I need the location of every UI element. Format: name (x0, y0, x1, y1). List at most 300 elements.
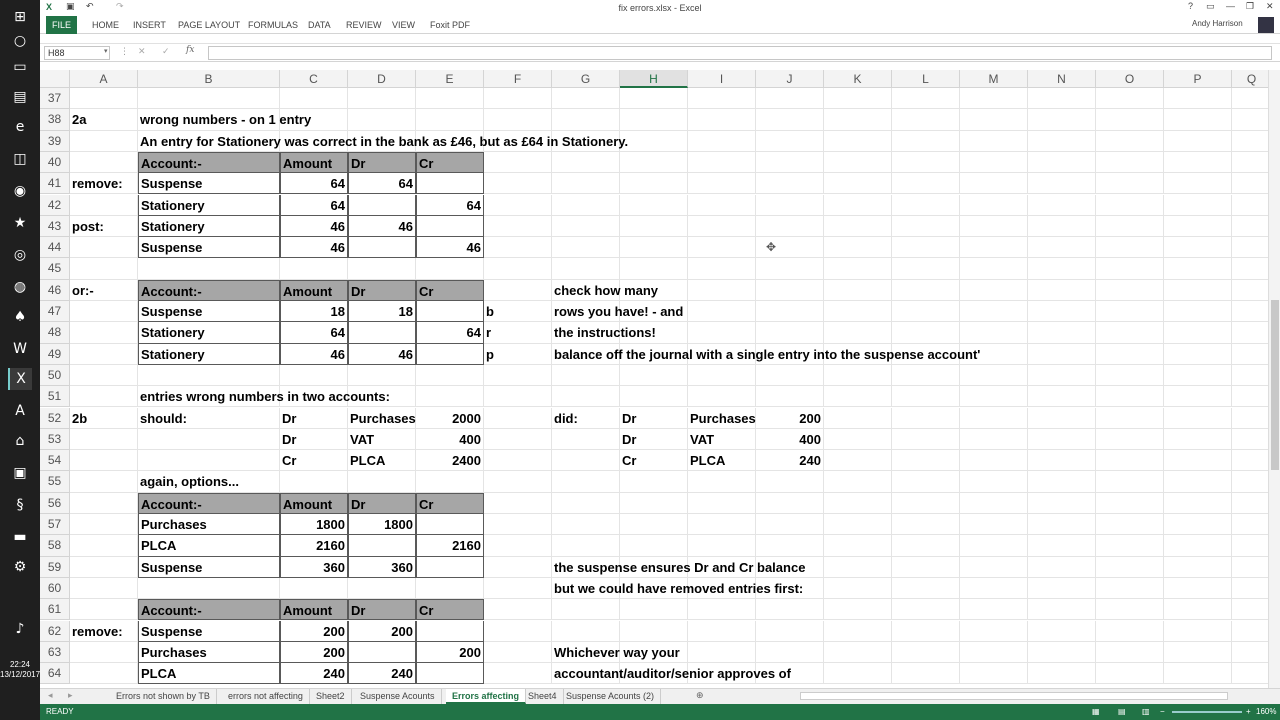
cell[interactable] (1232, 173, 1272, 194)
cell[interactable] (1232, 322, 1272, 343)
cell[interactable] (960, 195, 1028, 216)
cell[interactable] (1028, 195, 1096, 216)
cell[interactable] (824, 450, 892, 471)
cell[interactable] (1164, 408, 1232, 429)
cell-a38[interactable]: 2a (72, 112, 87, 128)
cell[interactable] (688, 386, 756, 407)
cell[interactable] (1096, 642, 1164, 663)
cell-c57[interactable]: 1800 (280, 514, 348, 535)
cell[interactable] (484, 450, 552, 471)
cell[interactable] (1096, 621, 1164, 642)
cell-e46[interactable]: Cr (416, 280, 484, 301)
cell[interactable] (756, 535, 824, 556)
enter-icon[interactable]: ✓ (162, 46, 170, 56)
cell[interactable] (552, 173, 620, 194)
cell-e52[interactable]: 2000 (416, 408, 484, 429)
cell[interactable] (892, 365, 960, 386)
cell[interactable] (138, 258, 280, 279)
cell-d54[interactable]: PLCA (350, 453, 386, 469)
cell-a62[interactable]: remove: (72, 623, 123, 639)
cell-f49[interactable]: p (486, 346, 494, 362)
cell-c56[interactable]: Amount (280, 493, 348, 514)
cell[interactable] (824, 386, 892, 407)
cell[interactable] (70, 514, 138, 535)
cell[interactable] (552, 195, 620, 216)
tab-insert[interactable]: INSERT (133, 20, 166, 30)
cell[interactable] (1096, 471, 1164, 492)
cell[interactable] (1096, 578, 1164, 599)
row-header[interactable]: 53 (40, 429, 70, 450)
cell[interactable] (688, 109, 756, 130)
cell[interactable] (70, 88, 138, 109)
column-header-n[interactable]: N (1028, 70, 1096, 88)
cell[interactable] (1096, 216, 1164, 237)
cell[interactable] (824, 237, 892, 258)
cell[interactable] (1232, 258, 1272, 279)
cell-b39[interactable]: An entry for Stationery was correct in the bank as £46, but as £64 in Stationery. (140, 133, 629, 149)
cell[interactable] (1028, 471, 1096, 492)
home-icon[interactable]: ⌂ (15, 433, 25, 449)
cell-d49[interactable]: 46 (348, 344, 416, 365)
cell[interactable] (1028, 237, 1096, 258)
cell-c58[interactable]: 2160 (280, 535, 348, 556)
cell[interactable] (484, 109, 552, 130)
cell[interactable] (1164, 216, 1232, 237)
cell[interactable] (688, 471, 756, 492)
cell-b64[interactable]: PLCA (138, 663, 280, 684)
cell[interactable] (416, 109, 484, 130)
cell[interactable] (1028, 386, 1096, 407)
cell[interactable] (960, 237, 1028, 258)
ribbon-display-icon[interactable]: ▭ (1206, 1, 1215, 11)
tab-formulas[interactable]: FORMULAS (248, 20, 299, 30)
cell-e62[interactable] (416, 621, 484, 642)
row-header[interactable]: 38 (40, 109, 70, 130)
cell[interactable] (1232, 471, 1272, 492)
close-icon[interactable]: ✕ (1266, 1, 1274, 11)
cell[interactable] (1232, 109, 1272, 130)
cell[interactable] (892, 599, 960, 620)
cell-d62[interactable]: 200 (348, 621, 416, 642)
cell[interactable] (960, 493, 1028, 514)
cell[interactable] (1232, 280, 1272, 301)
cell[interactable] (892, 131, 960, 152)
cell[interactable] (824, 322, 892, 343)
row-header[interactable]: 42 (40, 195, 70, 216)
cell[interactable] (484, 535, 552, 556)
cell-b57[interactable]: Purchases (138, 514, 280, 535)
cell[interactable] (484, 493, 552, 514)
cell-h52[interactable]: Dr (622, 410, 637, 426)
cell[interactable] (552, 109, 620, 130)
spreadsheet-grid[interactable] (40, 62, 1280, 688)
cell[interactable] (688, 152, 756, 173)
cell[interactable] (892, 280, 960, 301)
cell-h54[interactable]: Cr (622, 453, 637, 469)
cell-b62[interactable]: Suspense (138, 621, 280, 642)
cell[interactable] (892, 557, 960, 578)
cell[interactable] (1164, 471, 1232, 492)
cell[interactable] (1028, 301, 1096, 322)
row-header[interactable]: 62 (40, 621, 70, 642)
cell[interactable] (756, 471, 824, 492)
cell[interactable] (1232, 408, 1272, 429)
cell[interactable] (824, 642, 892, 663)
cell[interactable] (620, 88, 688, 109)
cell[interactable] (138, 578, 280, 599)
cell[interactable] (756, 386, 824, 407)
chevron-down-icon[interactable]: ▾ (104, 48, 108, 55)
cell[interactable] (1232, 621, 1272, 642)
sheet-tab[interactable]: Sheet2 (310, 689, 352, 704)
app-icon[interactable]: ◍ (13, 279, 27, 295)
cell[interactable] (1232, 599, 1272, 620)
cell[interactable] (1164, 557, 1232, 578)
cell[interactable] (70, 663, 138, 684)
cell-e56[interactable]: Cr (416, 493, 484, 514)
cell[interactable] (348, 88, 416, 109)
cell[interactable] (70, 429, 138, 450)
cell-c61[interactable]: Amount (280, 599, 348, 620)
avatar[interactable] (1258, 17, 1274, 33)
cell[interactable] (484, 195, 552, 216)
cell[interactable] (1028, 578, 1096, 599)
volume-icon[interactable]: ♪ (15, 621, 25, 637)
cell[interactable] (620, 258, 688, 279)
cell[interactable] (484, 578, 552, 599)
cell[interactable] (688, 493, 756, 514)
cell[interactable] (960, 642, 1028, 663)
row-header[interactable]: 47 (40, 301, 70, 322)
cell-h53[interactable]: Dr (622, 431, 637, 447)
cell[interactable] (1164, 109, 1232, 130)
tab-data[interactable]: DATA (308, 20, 331, 30)
cell-b41[interactable]: Suspense (138, 173, 280, 194)
restore-icon[interactable]: ❐ (1246, 1, 1255, 11)
app-icon[interactable]: ★ (13, 215, 27, 231)
cell[interactable] (70, 450, 138, 471)
cell[interactable] (1028, 557, 1096, 578)
cell[interactable] (824, 578, 892, 599)
cell[interactable] (552, 386, 620, 407)
cell[interactable] (824, 408, 892, 429)
cell[interactable] (1096, 152, 1164, 173)
app-icon[interactable]: § (16, 497, 24, 513)
sheet-tab[interactable]: Suspense Acounts (354, 689, 442, 704)
cell[interactable] (1164, 301, 1232, 322)
cell[interactable] (1096, 599, 1164, 620)
cell-b46[interactable]: Account:- (138, 280, 280, 301)
cell[interactable] (688, 514, 756, 535)
cell[interactable] (138, 88, 280, 109)
cell[interactable] (620, 535, 688, 556)
cell[interactable] (1028, 599, 1096, 620)
cell[interactable] (1028, 450, 1096, 471)
cell-d57[interactable]: 1800 (348, 514, 416, 535)
cell[interactable] (824, 131, 892, 152)
cell-g49[interactable]: balance off the journal with a single entry into the suspense account' (554, 346, 981, 362)
cell[interactable] (70, 386, 138, 407)
cell-b58[interactable]: PLCA (138, 535, 280, 556)
cell[interactable] (960, 471, 1028, 492)
cell[interactable] (688, 365, 756, 386)
row-header[interactable]: 57 (40, 514, 70, 535)
cell-a52[interactable]: 2b (72, 410, 88, 426)
cell-b44[interactable]: Suspense (138, 237, 280, 258)
cell[interactable] (756, 514, 824, 535)
tab-file[interactable]: FILE (46, 16, 77, 34)
cell[interactable] (484, 386, 552, 407)
cell[interactable] (620, 365, 688, 386)
cell[interactable] (1028, 493, 1096, 514)
cell[interactable] (960, 621, 1028, 642)
name-box[interactable]: H88 (44, 46, 110, 60)
file-explorer-icon[interactable]: ▤ (13, 89, 27, 105)
cell[interactable] (1232, 131, 1272, 152)
cell[interactable] (552, 471, 620, 492)
row-header[interactable]: 61 (40, 599, 70, 620)
cell[interactable] (552, 152, 620, 173)
cell[interactable] (1232, 557, 1272, 578)
cell[interactable] (1096, 322, 1164, 343)
cell[interactable] (348, 258, 416, 279)
row-header[interactable]: 52 (40, 408, 70, 429)
cell-e53[interactable]: 400 (416, 429, 484, 450)
cell-d46[interactable]: Dr (348, 280, 416, 301)
cell[interactable] (960, 109, 1028, 130)
next-sheet-icon[interactable]: ▸ (68, 690, 73, 700)
cell-g63[interactable]: Whichever way your (554, 644, 680, 660)
cell[interactable] (960, 131, 1028, 152)
cell[interactable] (688, 131, 756, 152)
cell-c48[interactable]: 64 (280, 322, 348, 343)
cell-c53[interactable]: Dr (282, 431, 297, 447)
cell-g64[interactable]: accountant/auditor/senior approves of (554, 666, 791, 682)
cell[interactable] (484, 258, 552, 279)
cell[interactable] (824, 216, 892, 237)
cell[interactable] (960, 599, 1028, 620)
cell[interactable] (1232, 514, 1272, 535)
cell[interactable] (484, 557, 552, 578)
cell[interactable] (1028, 621, 1096, 642)
column-header-i[interactable]: I (688, 70, 756, 88)
cell[interactable] (756, 131, 824, 152)
cell[interactable] (960, 514, 1028, 535)
cell[interactable] (1096, 131, 1164, 152)
cell[interactable] (484, 514, 552, 535)
row-header[interactable]: 45 (40, 258, 70, 279)
cell[interactable] (960, 280, 1028, 301)
cell[interactable] (70, 642, 138, 663)
cell[interactable] (70, 599, 138, 620)
cell[interactable] (892, 429, 960, 450)
cell-e54[interactable]: 2400 (416, 450, 484, 471)
column-header-l[interactable]: L (892, 70, 960, 88)
cell[interactable] (892, 450, 960, 471)
cell[interactable] (756, 195, 824, 216)
cell[interactable] (552, 621, 620, 642)
cell[interactable] (1096, 88, 1164, 109)
cell[interactable] (484, 237, 552, 258)
cell[interactable] (1164, 344, 1232, 365)
cell[interactable] (416, 578, 484, 599)
cell-a43[interactable]: post: (72, 218, 104, 234)
cell[interactable] (960, 429, 1028, 450)
cell[interactable] (960, 365, 1028, 386)
cell[interactable] (892, 642, 960, 663)
row-header[interactable]: 55 (40, 471, 70, 492)
cell[interactable] (1096, 450, 1164, 471)
zoom-in-icon[interactable]: + (1246, 707, 1251, 716)
cell[interactable] (960, 173, 1028, 194)
cell[interactable] (756, 109, 824, 130)
tab-review[interactable]: REVIEW (346, 20, 382, 30)
cell-b55[interactable]: again, options... (140, 474, 239, 490)
cell[interactable] (70, 471, 138, 492)
cell[interactable] (1164, 663, 1232, 684)
row-header[interactable]: 44 (40, 237, 70, 258)
cell[interactable] (1028, 365, 1096, 386)
cell[interactable] (1096, 514, 1164, 535)
user-name[interactable]: Andy Harrison (1192, 19, 1243, 28)
cell[interactable] (348, 109, 416, 130)
cell[interactable] (620, 109, 688, 130)
cell-i53[interactable]: VAT (690, 431, 715, 447)
cell[interactable] (960, 322, 1028, 343)
cell[interactable] (892, 237, 960, 258)
cell[interactable] (1164, 131, 1232, 152)
cell-c59[interactable]: 360 (280, 557, 348, 578)
cell[interactable] (70, 365, 138, 386)
cell[interactable] (756, 365, 824, 386)
cell[interactable] (1232, 344, 1272, 365)
cell[interactable] (1232, 237, 1272, 258)
cell[interactable] (1096, 663, 1164, 684)
cell[interactable] (70, 152, 138, 173)
cell[interactable] (1164, 599, 1232, 620)
cell[interactable] (1028, 535, 1096, 556)
cell[interactable] (1232, 195, 1272, 216)
cell-e48[interactable]: 64 (416, 322, 484, 343)
cell[interactable] (824, 301, 892, 322)
cell[interactable] (416, 258, 484, 279)
app-icon[interactable]: ◉ (13, 183, 27, 199)
cell[interactable] (1096, 258, 1164, 279)
cell-e44[interactable]: 46 (416, 237, 484, 258)
cell[interactable] (1232, 365, 1272, 386)
cell[interactable] (484, 280, 552, 301)
cell[interactable] (552, 88, 620, 109)
cell-j52[interactable]: 200 (756, 408, 824, 429)
cell[interactable] (1028, 663, 1096, 684)
cell[interactable] (688, 195, 756, 216)
tab-view[interactable]: VIEW (392, 20, 416, 30)
cell[interactable] (70, 131, 138, 152)
cell[interactable] (620, 237, 688, 258)
cell-e63[interactable]: 200 (416, 642, 484, 663)
cell[interactable] (892, 535, 960, 556)
redo-icon[interactable]: ↷ (116, 1, 124, 11)
cell[interactable] (824, 109, 892, 130)
row-header[interactable]: 51 (40, 386, 70, 407)
cell-c43[interactable]: 46 (280, 216, 348, 237)
cell[interactable] (756, 258, 824, 279)
save-icon[interactable]: ▣ (66, 1, 75, 11)
cell[interactable] (70, 557, 138, 578)
cell[interactable] (688, 599, 756, 620)
cell[interactable] (1028, 131, 1096, 152)
cell-g46[interactable]: check how many (554, 282, 659, 298)
cell[interactable] (1232, 450, 1272, 471)
normal-view-icon[interactable]: ▦ (1092, 707, 1100, 716)
cell-b51[interactable]: entries wrong numbers in two accounts: (140, 389, 390, 405)
cell[interactable] (1164, 173, 1232, 194)
row-header[interactable]: 60 (40, 578, 70, 599)
cell-g48[interactable]: the instructions! (554, 325, 656, 341)
cell[interactable] (688, 621, 756, 642)
cell[interactable] (756, 301, 824, 322)
cell[interactable] (416, 386, 484, 407)
cell[interactable] (620, 471, 688, 492)
clock[interactable] (0, 660, 40, 680)
cell[interactable] (1164, 237, 1232, 258)
cell[interactable] (484, 471, 552, 492)
cell-a46[interactable]: or:- (72, 282, 94, 298)
cell[interactable] (70, 493, 138, 514)
cell[interactable] (1028, 109, 1096, 130)
row-header[interactable]: 39 (40, 131, 70, 152)
cell-e61[interactable]: Cr (416, 599, 484, 620)
cell[interactable] (1232, 429, 1272, 450)
cell[interactable] (484, 599, 552, 620)
cell[interactable] (552, 535, 620, 556)
cell[interactable] (552, 599, 620, 620)
cell-c54[interactable]: Cr (282, 453, 297, 469)
cell[interactable] (960, 663, 1028, 684)
cell[interactable] (824, 152, 892, 173)
cell[interactable] (756, 88, 824, 109)
cell-c62[interactable]: 200 (280, 621, 348, 642)
cell-c49[interactable]: 46 (280, 344, 348, 365)
cell[interactable] (824, 173, 892, 194)
cell[interactable] (756, 642, 824, 663)
cell-d53[interactable]: VAT (350, 431, 375, 447)
row-header[interactable]: 49 (40, 344, 70, 365)
cell[interactable] (1096, 195, 1164, 216)
cell-b49[interactable]: Stationery (138, 344, 280, 365)
cell[interactable] (1164, 88, 1232, 109)
cell[interactable] (1096, 557, 1164, 578)
cell[interactable] (892, 471, 960, 492)
cell[interactable] (1232, 642, 1272, 663)
cell[interactable] (824, 471, 892, 492)
row-header[interactable]: 54 (40, 450, 70, 471)
cell[interactable] (1096, 173, 1164, 194)
windows-start-icon[interactable]: ⊞ (14, 9, 26, 25)
row-header[interactable]: 56 (40, 493, 70, 514)
cell[interactable] (1028, 88, 1096, 109)
cell[interactable] (1164, 621, 1232, 642)
column-header-e[interactable]: E (416, 70, 484, 88)
cell[interactable] (824, 621, 892, 642)
cell[interactable] (960, 216, 1028, 237)
cell[interactable] (688, 216, 756, 237)
cell[interactable] (824, 493, 892, 514)
excel-icon[interactable]: X (8, 368, 32, 390)
cell[interactable] (1164, 322, 1232, 343)
cell-e43[interactable] (416, 216, 484, 237)
cell[interactable] (688, 322, 756, 343)
